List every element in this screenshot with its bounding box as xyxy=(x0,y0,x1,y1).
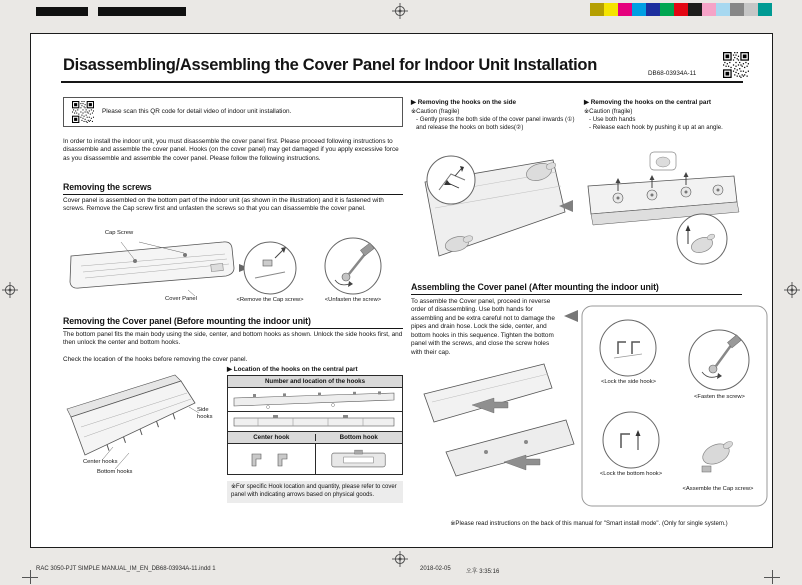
hooks-table-note: ※For specific Hook location and quantity, please refer to cover panel with indicating arrows based on physical goods. xyxy=(227,481,403,503)
central-hooks-title: ▶ Removing the hooks on the central part xyxy=(584,99,712,106)
assembling-illustration xyxy=(416,302,769,514)
hooks-table-image-row2 xyxy=(228,444,402,474)
section-rule xyxy=(63,194,403,195)
section-heading-assembling: Assembling the Cover panel (After mounting the indoor unit) xyxy=(411,282,659,292)
central-hooks-drawing xyxy=(584,146,742,268)
hooks-table xyxy=(227,375,403,475)
hooks-bar-drawing xyxy=(228,388,402,412)
manual-page xyxy=(30,33,773,548)
hooks-table-header2 xyxy=(228,432,402,444)
side-hooks-caution: ※Caution (fragile) xyxy=(411,108,460,115)
hooks-table-title: ▶ Location of the hooks on the central part xyxy=(227,366,358,373)
crop-mark xyxy=(22,577,38,578)
color-patch xyxy=(702,3,716,16)
footer-file-info: RAC 3050-PJT SIMPLE MANUAL_IM_EN_DB68-03934A-11.indd 1 xyxy=(36,566,216,572)
hooks-location-illustration xyxy=(63,367,223,479)
cap-screw-label: Cap Screw xyxy=(104,230,134,236)
section-rule xyxy=(411,294,742,295)
qr-code-icon xyxy=(72,101,94,123)
color-patch xyxy=(716,3,730,16)
color-patch xyxy=(632,3,646,16)
hooks-table-header: Number and location of the hooks xyxy=(228,376,402,388)
qr-info-text: Please scan this QR code for detail video of indoor unit installation. xyxy=(102,107,292,115)
registration-mark-right xyxy=(784,282,800,298)
central-hooks-step1: - Use both hands xyxy=(589,116,636,123)
title-rule xyxy=(61,81,743,83)
central-hooks-caution: ※Caution (fragile) xyxy=(584,108,633,115)
side-hooks-step: - Gently press the both side of the cover panel inwards (①) and release the hooks on both sides(②) xyxy=(416,116,575,131)
crop-bar-left xyxy=(36,7,88,16)
registration-mark-bottom xyxy=(392,551,408,567)
removing-cover-body: The bottom panel fits the main body using the side, center, and bottom hooks as shown. Unlock the side hooks first, and then unlock the center and bottom hooks. xyxy=(63,331,403,347)
crop-bar-right xyxy=(98,7,186,16)
center-hook-drawing xyxy=(228,444,315,474)
qr-info-box xyxy=(63,97,403,127)
assemble-cap-screw-caption: <Assemble the Cap screw> xyxy=(682,486,754,492)
lock-bottom-hook-caption: <Lock the bottom hook> xyxy=(599,471,663,477)
color-patch xyxy=(590,3,604,16)
side-hooks-illustration xyxy=(411,146,577,268)
bottom-hooks-label: Bottom hooks xyxy=(97,469,133,475)
section-heading-removing-screws: Removing the screws xyxy=(63,182,152,192)
color-patch xyxy=(660,3,674,16)
lock-side-hook-caption: <Lock the side hook> xyxy=(600,379,657,385)
color-patch xyxy=(604,3,618,16)
assembling-drawing xyxy=(416,302,769,514)
fasten-screw-caption: <Fasten the screw> xyxy=(694,394,745,400)
central-hooks-illustration xyxy=(584,146,742,268)
smart-install-note: ※Please read instructions on the back of this manual for "Smart install mode". (Only for single system.) xyxy=(450,520,728,527)
hooks-table-image-row xyxy=(228,388,402,412)
center-hook-header: Center hook xyxy=(253,434,290,441)
color-patch xyxy=(646,3,660,16)
removing-cover-body2: Check the location of the hooks before removing the cover panel. xyxy=(63,356,248,363)
page-title: Disassembling/Assembling the Cover Panel for Indoor Unit Installation xyxy=(63,56,597,74)
crop-mark xyxy=(764,577,780,578)
removing-screws-illustration xyxy=(63,222,403,314)
side-hooks-title: ▶ Removing the hooks on the side xyxy=(411,99,517,106)
bottom-hook-drawing xyxy=(315,444,402,474)
registration-mark-top xyxy=(392,3,408,19)
side-hooks-label: Side hooks xyxy=(197,407,213,420)
hooks-bar-drawing2 xyxy=(228,412,402,432)
color-patch xyxy=(674,3,688,16)
color-patch xyxy=(758,3,772,16)
cover-panel-label: Cover Panel xyxy=(165,296,197,302)
qr-code-icon xyxy=(723,52,749,78)
bottom-hook-header: Bottom hook xyxy=(315,434,403,441)
registration-mark-left xyxy=(2,282,18,298)
color-calibration-strip xyxy=(590,3,772,16)
color-patch xyxy=(688,3,702,16)
section-heading-removing-cover: Removing the Cover panel (Before mounting the indoor unit) xyxy=(63,316,311,326)
color-patch xyxy=(618,3,632,16)
assembling-body: To assemble the Cover panel, proceed in reverse order of disassembling. Use both hands for assembling and be extra careful not to damage the pipes and drain hose. Lock the side, center, and bottom hooks in this sequence. Tighten the bottom panel with the screws, and close the screw holes with their cap. xyxy=(411,298,555,356)
footer-date: 2018-02-05 xyxy=(420,566,451,572)
section-rule xyxy=(63,328,403,329)
intro-paragraph: In order to install the indoor unit, you must disassemble the cover panel first. Please proceed following instructions to disassemble and assemble the cover panel. Hooks (on the cover panel) may get damaged if you apply excessive force as you disassemble and assemble the cover panel. Please follow the following instructions. xyxy=(63,138,399,162)
center-hooks-label: Center hooks xyxy=(83,459,118,465)
central-hooks-step2: - Release each hook by pushing it up at an angle. xyxy=(589,124,723,131)
remove-cap-screw-caption: <Remove the Cap screw> xyxy=(236,297,304,303)
side-hooks-drawing xyxy=(411,146,577,268)
footer-time: 오후 3:35:16 xyxy=(466,569,500,575)
doc-number: DB68-03934A-11 xyxy=(648,70,697,77)
removing-screws-body: Cover panel is assembled on the bottom part of the indoor unit (as shown in the illustration) and it is fastened with screws. Remove the Cap screw first and unfasten the screws so that you can disassemble the cover panel. xyxy=(63,197,384,213)
unfasten-screw-caption: <Unfasten the screw> xyxy=(324,297,382,303)
hooks-table-image-row xyxy=(228,412,402,432)
color-patch xyxy=(730,3,744,16)
color-patch xyxy=(744,3,758,16)
